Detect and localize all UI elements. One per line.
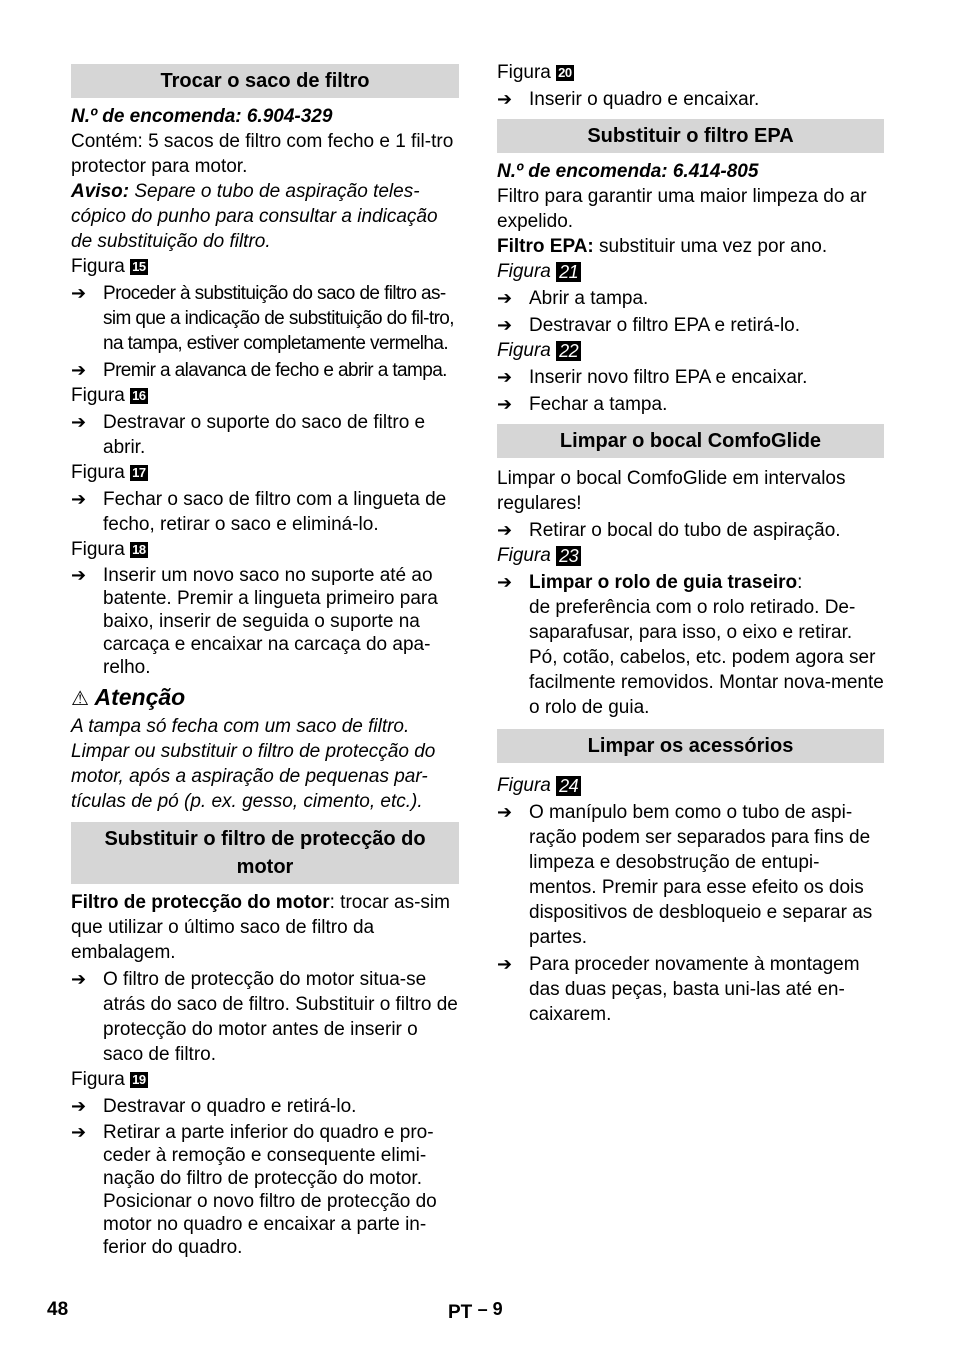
figure-ref-16: Figura 16 <box>71 385 146 406</box>
bullet-item: ➔ Fechar o saco de filtro com a lingueta de fecho, retirar o saco e eliminá-lo. <box>71 489 447 535</box>
arrow-icon: ➔ <box>71 969 87 989</box>
contents-text: Contém: 5 sacos de filtro com fecho e 1 fil-tro protector para motor. <box>71 131 454 177</box>
warning-text: A tampa só fecha com um saco de filtro. Limpar ou substituir o filtro de protecção do motor, após a aspiração de pequenas par-tículas de pó (p. ex. gesso, cimento, etc.). <box>71 716 436 812</box>
arrow-icon: ➔ <box>71 360 86 380</box>
bullet-item: ➔ Inserir novo filtro EPA e encaixar. <box>497 367 808 388</box>
arrow-icon: ➔ <box>497 288 513 308</box>
page-number: 48 <box>47 1299 69 1320</box>
footer-language: PT – 9 <box>448 1299 503 1323</box>
arrow-icon: ➔ <box>71 565 87 585</box>
order-number: N.º de encomenda: 6.904-329 <box>71 106 333 127</box>
warning-heading: ⚠ Atenção <box>71 684 186 710</box>
bullet-item: ➔ Destravar o suporte do saco de filtro e abrir. <box>71 412 426 458</box>
arrow-icon: ➔ <box>71 412 87 432</box>
figure-ref-20: Figura 20 <box>497 62 572 83</box>
bullet-item: ➔ O filtro de protecção do motor situa-se atrás do saco de filtro. Substituir o filtro de protecção do motor antes de inserir o saco de filtro. <box>71 969 458 1065</box>
order-number: N.º de encomenda: 6.414-805 <box>497 161 759 182</box>
bullet-item: ➔ Destravar o filtro EPA e retirá-lo. <box>497 315 801 336</box>
bullet-item: ➔ Retirar a parte inferior do quadro e pro-ceder à remoção e consequente elimi-nação do filtro de protecção do motor. Posicionar o novo filtro de protecção do motor no quadro e encaixar a parte in-ferior do quadro. <box>71 1122 437 1258</box>
figure-number-badge: 20 <box>558 65 572 80</box>
bullet-item: ➔ Proceder à substituição do saco de filtro as-sim que a indicação de substituição do fil-tro, na tampa, estiver completamente vermelha. <box>71 283 454 354</box>
left-column <box>71 60 459 1259</box>
figure-number-badge: 21 <box>556 262 581 282</box>
arrow-icon: ➔ <box>497 802 513 822</box>
figure-ref-18: Figura 18 <box>71 539 146 560</box>
bullet-item: ➔ Limpar o rolo de guia traseiro: <box>497 572 803 593</box>
figure-number-badge: 23 <box>556 546 581 566</box>
bullet-item: ➔ O manípulo bem como o tubo de aspi-ração podem ser separados para fins de limpeza e desobstrução de entupi-mentos. Premir para esse efeito os dois dispositivos de desbloqueio e separar as partes. <box>497 802 873 948</box>
arrow-icon: ➔ <box>71 489 87 509</box>
figure-ref-17: Figura 17 <box>71 462 146 483</box>
roller-instructions: de preferência com o rolo retirado. De-saparafusar, para isso, o eixo e retirar. Pó, cotão, cabelos, etc. podem agora ser facilmente removidos. Montar nova-mente o rolo de guia. <box>529 597 884 718</box>
section-heading-filtro-motor: Substituir o filtro de protecção do motor <box>71 822 459 884</box>
bullet-item: ➔ Premir a alavanca de fecho e abrir a tampa. <box>71 360 447 381</box>
figure-number-badge: 17 <box>132 465 146 480</box>
figure-ref-21: Figura 21 <box>497 259 884 284</box>
figure-ref-15: Figura 15 <box>71 256 146 277</box>
arrow-icon: ➔ <box>497 954 513 974</box>
bullet-item: ➔ Retirar o bocal do tubo de aspiração. <box>497 520 841 541</box>
arrow-icon: ➔ <box>497 394 513 414</box>
bullet-item: ➔ Destravar o quadro e retirá-lo. <box>71 1096 357 1117</box>
bullet-item: ➔ Para proceder novamente à montagem das duas peças, basta uni-las até en-caixarem. <box>497 954 860 1025</box>
bullet-item: ➔ Fechar a tampa. <box>497 394 668 415</box>
figure-number-badge: 16 <box>132 388 146 403</box>
figure-ref-22: Figura 22 <box>497 338 884 363</box>
arrow-icon: ➔ <box>71 1096 87 1116</box>
arrow-icon: ➔ <box>497 89 513 109</box>
figure-ref-24: Figura 24 <box>497 773 884 798</box>
figure-ref-23: Figura 23 <box>497 543 884 568</box>
section-heading-acessorios: Limpar os acessórios <box>497 729 884 763</box>
arrow-icon: ➔ <box>497 367 513 387</box>
figure-number-badge: 15 <box>132 259 146 274</box>
figure-number-badge: 22 <box>556 341 581 361</box>
comfoglide-intro: Limpar o bocal ComfoGlide em intervalos regulares! <box>497 468 846 514</box>
figure-number-badge: 18 <box>132 542 146 557</box>
arrow-icon: ➔ <box>71 1122 87 1142</box>
arrow-icon: ➔ <box>497 315 513 335</box>
notice-label: Aviso: <box>71 181 130 202</box>
section-heading-comfoglide: Limpar o bocal ComfoGlide <box>497 424 884 458</box>
arrow-icon: ➔ <box>497 520 513 540</box>
epa-interval: Filtro EPA: substituir uma vez por ano. <box>497 236 828 257</box>
warning-icon: ⚠ <box>71 688 89 710</box>
bullet-item: ➔ Inserir o quadro e encaixar. <box>497 89 760 110</box>
epa-description: Filtro para garantir uma maior limpeza do ar expelido. <box>497 186 867 232</box>
section-heading-filtro-epa: Substituir o filtro EPA <box>497 119 884 153</box>
bullet-item: ➔ Abrir a tampa. <box>497 288 649 309</box>
figure-number-badge: 24 <box>556 776 581 796</box>
figure-ref-19: Figura 19 <box>71 1069 146 1090</box>
right-column <box>497 60 884 1027</box>
motor-filter-lead: Filtro de protecção do motor: trocar as-sim que utilizar o último saco de filtro da embalagem. <box>71 892 450 963</box>
section-heading-trocar-saco: Trocar o saco de filtro <box>71 64 459 98</box>
arrow-icon: ➔ <box>497 572 513 592</box>
arrow-icon: ➔ <box>71 283 86 303</box>
notice <box>71 179 459 254</box>
bullet-item: ➔ Inserir um novo saco no suporte até ao batente. Premir a lingueta primeiro para baixo, inserir de seguida o suporte na carcaça e encaixar na carcaça do apa-relho. <box>71 565 438 678</box>
figure-number-badge: 19 <box>132 1072 146 1087</box>
notice-text: Separe o tubo de aspiração teles-cópico do punho para consultar a indicação de substituição do filtro. <box>71 181 438 252</box>
